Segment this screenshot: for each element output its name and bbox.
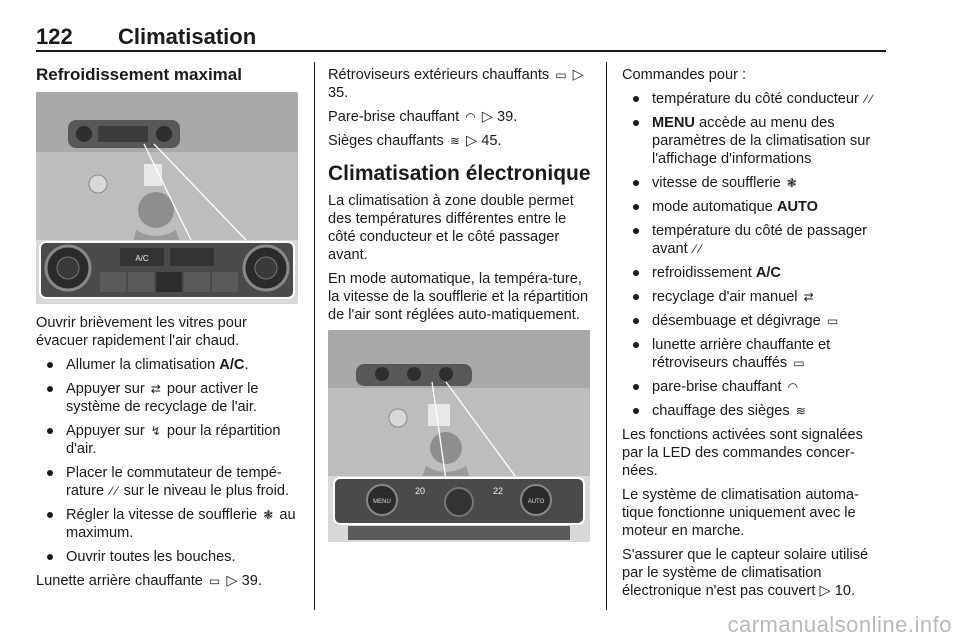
- left-temperature-readout: 20: [414, 486, 426, 496]
- intro-paragraph: Ouvrir brièvement les vitres pour évacuer rapidement l'air chaud.: [36, 315, 247, 349]
- bullet-dot: [47, 362, 53, 368]
- dual-zone-paragraph: La climatisation à zone double permet des températures différentes entre le côté conducteur et le côté passager avant.: [328, 193, 574, 263]
- rear-window-heater-icon: ▭: [208, 574, 221, 588]
- page-reference: ▷ 45.: [465, 133, 502, 149]
- controls-list: [622, 90, 888, 420]
- bullet-dot: [47, 554, 53, 560]
- page-reference: ▷ 39.: [226, 573, 262, 589]
- fan-icon: ❃: [786, 176, 797, 190]
- section-heading-electronic-climate: Climatisation électronique: [328, 162, 591, 185]
- rear-window-heater-icon: ▭: [793, 356, 805, 370]
- list-item: température du côté de passager avant ⁄ ⁄: [622, 222, 888, 258]
- list-item: refroidissement A/C: [622, 264, 888, 282]
- rear-window-heating-line: Lunette arrière chauffante ▭ ▷ 39.: [36, 573, 262, 589]
- bullet-dot: [47, 470, 53, 476]
- cooling-steps-list: [36, 356, 300, 566]
- auto-knob-label: AUTO: [527, 499, 545, 505]
- list-item: lunette arrière chauffante et rétroviseurs chauffés ▭: [622, 336, 888, 372]
- column-3: [622, 66, 888, 606]
- right-temperature-readout: 22: [492, 486, 504, 496]
- list-item: Ouvrir toutes les bouches.: [36, 548, 300, 566]
- watermark: carmanualsonline.info: [727, 612, 952, 637]
- temperature-icon: ⁄ ⁄: [693, 242, 702, 256]
- bullet-dot: [633, 294, 639, 300]
- heated-mirrors-line: Rétroviseurs extérieurs chauffants ▭ ▷ 35.: [328, 67, 584, 101]
- auto-mode-paragraph: En mode automatique, la tempéra-ture, la vitesse de la soufflerie et la répartition de l'air sont réglées auto-matiquement.: [328, 271, 589, 323]
- bullet-dot: [47, 512, 53, 518]
- recirculation-icon: ⇄: [803, 290, 814, 304]
- bullet-dot: [47, 428, 53, 434]
- heated-windscreen-line: Pare-brise chauffant ◠ ▷ 39.: [328, 109, 518, 125]
- recirculation-icon: ⇄: [150, 382, 161, 396]
- bullet-dot: [633, 384, 639, 390]
- defrost-icon: ▭: [826, 314, 839, 328]
- list-item: Appuyer sur ↯ pour la répartition d'air.: [36, 422, 300, 458]
- bullet-dot: [633, 408, 639, 414]
- fan-icon: ❃: [263, 508, 274, 522]
- bullet-dot: [633, 342, 639, 348]
- heated-seat-icon: ≋: [795, 404, 806, 418]
- column-1: [36, 66, 300, 596]
- page-reference: ▷ 39.: [481, 109, 518, 125]
- bullet-dot: [47, 386, 53, 392]
- climate-control-illustration-2: [328, 330, 590, 542]
- column-divider-2: [606, 62, 607, 610]
- section-heading-max-cooling: Refroidissement maximal: [36, 65, 242, 84]
- solar-sensor-paragraph: S'assurer que le capteur solaire utilisé par le système de climatisation électronique n'est pas couvert ▷ 10.: [622, 547, 869, 599]
- heated-windscreen-icon: ◠: [465, 110, 476, 124]
- temperature-icon: ⁄ ⁄: [864, 92, 873, 106]
- heated-seats-line: Sièges chauffants ≋ ▷ 45.: [328, 133, 502, 149]
- list-item: vitesse de soufflerie ❃: [622, 174, 888, 192]
- page-reference: ▷ 10.: [819, 583, 856, 599]
- bullet-dot: [633, 120, 639, 126]
- bullet-dot: [633, 270, 639, 276]
- heated-seat-icon: ≋: [449, 134, 460, 148]
- bullet-dot: [633, 318, 639, 324]
- header-rule: [36, 50, 886, 52]
- heated-windscreen-icon: ◠: [787, 380, 799, 394]
- engine-running-paragraph: Le système de climatisation automa-tique fonctionne uniquement avec le moteur en marche.: [622, 487, 859, 539]
- list-item: pare-brise chauffant ◠: [622, 378, 888, 396]
- chapter-title: Climatisation: [118, 24, 257, 49]
- list-item: Régler la vitesse de soufflerie ❃ au maximum.: [36, 506, 300, 542]
- menu-knob-label: MENU: [373, 499, 391, 505]
- bullet-dot: [633, 228, 639, 234]
- air-distribution-icon: ↯: [150, 424, 161, 438]
- temperature-icon: ⁄ ⁄: [110, 484, 118, 498]
- list-item: chauffage des sièges ≋: [622, 402, 888, 420]
- column-2: [328, 66, 592, 542]
- list-item: Allumer la climatisation A/C.: [36, 356, 300, 374]
- list-item: désembuage et dégivrage ▭: [622, 312, 888, 330]
- list-item: Placer le commutateur de tempé-rature ⁄ ⁄ sur le niveau le plus froid.: [36, 464, 300, 500]
- bullet-dot: [633, 180, 639, 186]
- ac-button-label: A/C: [135, 254, 149, 263]
- climate-control-illustration-1: [36, 92, 298, 304]
- page-reference: ▷ 35.: [328, 67, 584, 101]
- list-item: mode automatique AUTO: [622, 198, 888, 216]
- list-item: MENU accède au menu des paramètres de la climatisation sur l'affichage d'informations: [622, 114, 888, 168]
- led-paragraph: Les fonctions activées sont signalées par la LED des commandes concer-nées.: [622, 427, 863, 479]
- heated-mirror-icon: ▭: [555, 68, 567, 82]
- list-item: recyclage d'air manuel ⇄: [622, 288, 888, 306]
- list-item: Appuyer sur ⇄ pour activer le système de recyclage de l'air.: [36, 380, 300, 416]
- column-divider-1: [314, 62, 315, 610]
- list-item: température du côté conducteur ⁄ ⁄: [622, 90, 888, 108]
- page-number: 122: [36, 24, 73, 49]
- bullet-dot: [633, 96, 639, 102]
- controls-intro: Commandes pour :: [622, 67, 747, 83]
- bullet-dot: [633, 204, 639, 210]
